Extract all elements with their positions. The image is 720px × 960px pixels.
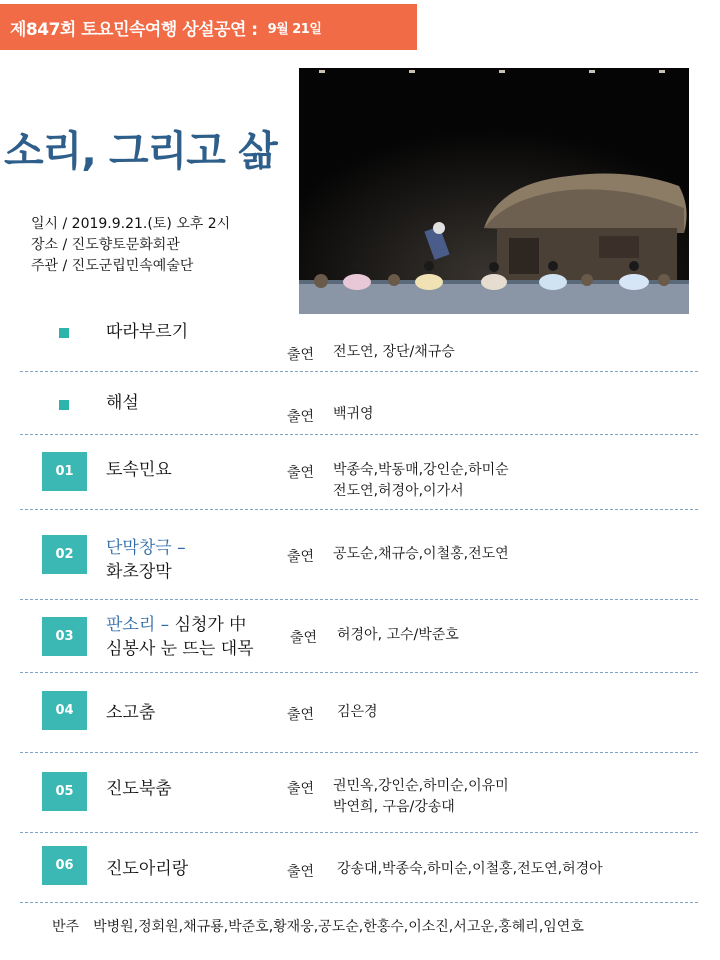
accompaniment-members: 박병원,정회원,채규룡,박준호,황재웅,공도순,한홍수,이소진,서고운,홍혜리,임연호 — [93, 919, 584, 935]
cast-label: 출연 — [287, 707, 315, 723]
program-name — [106, 613, 246, 637]
program-name: 해설 — [106, 393, 139, 413]
program-name — [106, 536, 186, 560]
cast-label: 출연 — [287, 864, 315, 880]
info-host: 주관 / 진도군립민속예술단 — [31, 258, 194, 274]
program-number-badge: 02 — [42, 535, 87, 574]
program-number-badge: 06 — [42, 846, 87, 885]
cast-list: 박종숙,박동매,강인순,하미순 — [333, 462, 509, 478]
cast-list: 백귀영 — [333, 406, 374, 422]
divider — [20, 434, 698, 435]
cast-label: 출연 — [290, 630, 318, 646]
program-number-badge: 04 — [42, 691, 87, 730]
program-number-badge: 01 — [42, 452, 87, 491]
program-name: 따라부르기 — [106, 322, 189, 342]
divider — [20, 371, 698, 372]
program-name-line2: 화초장막 — [106, 562, 172, 582]
cast-list: 김은경 — [337, 704, 378, 720]
program-name-line2: 심봉사 눈 뜨는 대목 — [106, 639, 254, 659]
cast-list: 공도순,채규승,이철홍,전도연 — [333, 546, 509, 562]
cast-label: 출연 — [287, 347, 315, 363]
banner-date: 9월 21일 — [267, 21, 322, 37]
cast-label: 출연 — [287, 465, 315, 481]
program-genre: 단막창극 – — [106, 538, 186, 558]
cast-label: 출연 — [287, 781, 315, 797]
event-banner — [0, 4, 417, 50]
program-name: 토속민요 — [106, 460, 172, 480]
program-name: 진도북춤 — [106, 779, 172, 799]
cast-label: 출연 — [287, 409, 315, 425]
cast-list-line2: 박연희, 구음/강송대 — [333, 799, 455, 815]
cast-list-line2: 전도연,허경아,이가서 — [333, 483, 464, 499]
program-title: 심청가 中 — [174, 615, 247, 635]
info-datetime: 일시 / 2019.9.21.(토) 오후 2시 — [31, 216, 231, 232]
divider — [20, 752, 698, 753]
info-venue: 장소 / 진도향토문화회관 — [31, 237, 180, 253]
program-name: 소고춤 — [106, 703, 156, 723]
divider — [20, 599, 698, 600]
program-genre: 판소리 – — [106, 615, 175, 635]
program-number-badge: 03 — [42, 617, 87, 656]
cast-label: 출연 — [287, 549, 315, 565]
accompaniment-label: 반주 — [52, 919, 80, 935]
performance-photo — [299, 68, 689, 314]
divider — [20, 902, 698, 903]
event-info — [31, 214, 230, 277]
program-name: 진도아리랑 — [106, 859, 189, 879]
divider — [20, 509, 698, 510]
divider — [20, 832, 698, 833]
program-bullet — [59, 328, 69, 338]
cast-list: 허경아, 고수/박준호 — [337, 627, 459, 643]
cast-list: 전도연, 장단/채규승 — [333, 344, 455, 360]
cast-list: 강송대,박종숙,하미순,이철홍,전도연,허경아 — [337, 861, 603, 877]
program-bullet — [59, 400, 69, 410]
accompaniment — [52, 916, 584, 936]
banner-text: 제847회 토요민속여행 상설공연 : — [10, 19, 258, 40]
program-number-badge: 05 — [42, 772, 87, 811]
page-title: 소리, 그리고 삶 — [4, 127, 277, 175]
cast-list: 권민옥,강인순,하미순,이유미 — [333, 778, 509, 794]
stage-scene-illustration — [299, 68, 689, 314]
divider — [20, 672, 698, 673]
